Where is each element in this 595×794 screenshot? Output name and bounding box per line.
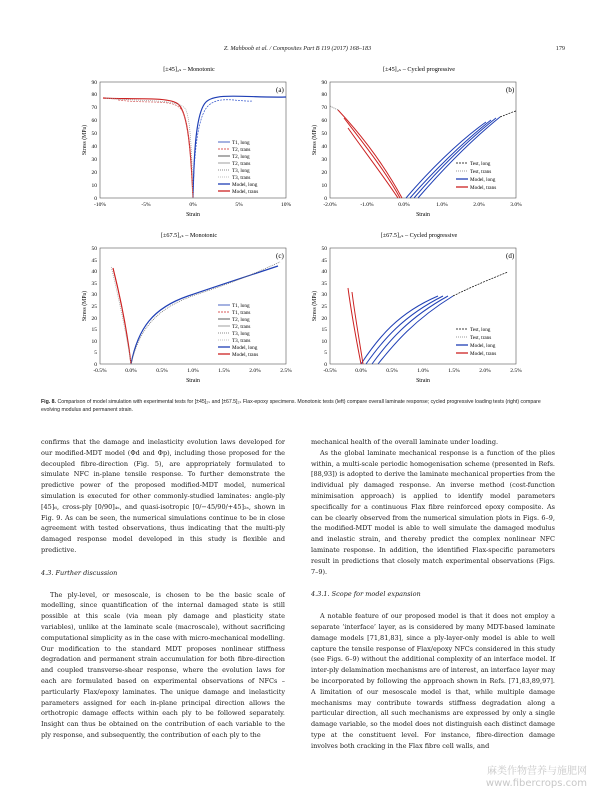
- tick-label: 60: [321, 118, 327, 124]
- legend-entry: T2, trans: [232, 147, 251, 153]
- legend-entry: Model, long: [232, 182, 258, 188]
- y-ticks: [322, 80, 328, 202]
- y-ticks: [92, 246, 98, 368]
- tick-label: 0.5%: [386, 368, 398, 374]
- tick-label: 50: [321, 246, 327, 252]
- watermark: [486, 766, 587, 790]
- model-trans-cycles: [348, 288, 363, 364]
- tick-label: 30: [91, 157, 97, 163]
- y-axis-label: Stress (MPa): [312, 124, 318, 156]
- figure-panel-a: [78, 62, 300, 222]
- left-column: [41, 437, 285, 741]
- tick-label: 15: [321, 327, 327, 333]
- legend-entry: T2, trans: [232, 161, 251, 167]
- journal-citation: Z. Mahboob et al. / Composites Part B 119 (2017) 168–183: [223, 45, 372, 52]
- figure-caption: [41, 398, 556, 414]
- tick-label: 5: [324, 350, 327, 356]
- legend-entry: Model, long: [470, 177, 496, 183]
- legend-entry: T2, trans: [232, 324, 251, 330]
- x-axis-label: Strain: [186, 378, 200, 384]
- legend-entry: Model, trans: [232, 189, 259, 195]
- legend-entry: T1, trans: [232, 310, 251, 316]
- tick-label: 2.0%: [249, 368, 261, 374]
- chart-title: [±67.5]₂ₛ – Monotonic: [160, 232, 218, 239]
- tick-label: 90: [91, 80, 97, 86]
- legend-entry: T2, long: [232, 317, 250, 323]
- legend-entry: T2, long: [232, 154, 250, 160]
- tick-label: 0: [94, 196, 97, 202]
- tick-label: 40: [91, 269, 97, 275]
- tick-label: 30: [321, 157, 327, 163]
- tick-label: 40: [91, 144, 97, 150]
- y-axis-label: Stress (MPa): [82, 124, 88, 156]
- tick-label: -1.0%: [360, 202, 374, 208]
- section-heading: 4.3. Further discussion: [41, 568, 118, 577]
- chart-a: [78, 62, 300, 222]
- tick-label: 0: [324, 196, 327, 202]
- tick-label: 0.0%: [125, 368, 137, 374]
- paragraph: confirms that the damage and inelasticity evolution laws developed for our modified-MDT model (Φd and Φp), including those proposed for the decoupled fibre-direction (Fig. 5), are appropriately formulated to simulate NFC in-plane tensile response. To further demonstrate the predictive power of the proposed modified-MDT model, numerical simulation is executed for other commonly-studied laminates: angle-ply [45]₆, cross-ply [0/90]₄ₛ, and quasi-isotropic [0/−45/90/+45]₂ₛ, shown in Fig. 9. As can be seen, the numerical simulations continue to be in close agreement with tested observations, thus indicating that the multi-ply damaged response model developed in this study is flexible and predictive.: [41, 438, 285, 554]
- chart-b: [308, 62, 530, 222]
- tick-label: 2.0%: [473, 202, 485, 208]
- tick-label: 30: [321, 292, 327, 298]
- tick-label: 10: [91, 339, 97, 345]
- tick-label: -0.5%: [323, 368, 337, 374]
- model-trans-cycles: [338, 110, 402, 198]
- y-ticks: [92, 80, 98, 202]
- caption-text: Comparison of model simulation with experimental tests for [±45]₂ₛ and [±67.5]₂ₛ Flax-epoxy specimens. Monotonic tests (left) compare overall laminate response; cycled progressive loading tests (right) compare evolving modulus and permanent strain.: [41, 399, 541, 413]
- paragraph: mechanical health of the overall laminate under loading.: [311, 438, 499, 446]
- watermark-url: www.fibercrops.com: [485, 778, 587, 789]
- legend-entry: Test, trans: [470, 169, 492, 175]
- legend-entry: T1, long: [232, 303, 250, 309]
- tick-label: 1.0%: [417, 368, 429, 374]
- legend: [218, 303, 258, 358]
- chart-title: [±45]₂ₛ – Cycled progressive: [383, 66, 455, 73]
- tick-label: 80: [321, 92, 327, 98]
- paragraph: The ply-level, or mesoscale, is chosen to be the basic scale of modelling, since quantification of the internal damaged state is still possible at this scale (via mean ply damage and plasticity state variables), unlike at the laminate scale (macroscale), without sacrificing computational simplicity as in the case with micro-mechanical modelling. Our modification to the standard MDT proposes nonlinear stiffness degradation and permanent strain accumulation for both fibre-direction and coupled transverse-shear response, where the evolution laws for each are formulated based on experimental observations of NFCs – particularly Flax/epoxy laminates. The unique damage and inelasticity parameters assigned for each in-plane principal direction allows the orthotropic damage effects within each ply to be followed separately. Insight can thus be obtained on the contribution of each variable to the ply response, and subsequently, the contribution of each ply to the: [41, 590, 285, 739]
- x-axis-label: Strain: [416, 378, 430, 384]
- tick-label: 0.0%: [398, 202, 410, 208]
- legend-entry: T3, trans: [232, 338, 251, 344]
- page-number: 179: [555, 45, 565, 52]
- tick-label: -0.5%: [93, 368, 107, 374]
- paragraph: A notable feature of our proposed model is that it does not employ a separate ‘interface’ layer, as is considered by many MDT-based laminate damage models [71,81,83], since a ply-layer-only model is able to well capture the tensile response of Flax/epoxy NFCs considered in this study (see Figs. 6–9) without the additional complexity of an interface model. If inter-ply delamination mechanisms are of interest, an interface layer may be incorporated by following the approach shown in Refs. [71,83,89,97]. A limitation of our mesoscale model is that, while multiple damage mechanisms may contribute towards stiffness degradation along a particular direction, all such mechanisms are expressed by only a single damage variable, so the model does not distinguish each distinct damage type at the constituent level. For instance, fibre-direction damage involves both cracking in the Flax fibre cell walls, and: [311, 612, 555, 750]
- paragraph: As the global laminate mechanical response is a function of the plies within, a multi-scale periodic homogenisation scheme (presented in Refs. [88,93]) is adopted to derive the laminate mechanical properties from the individual ply damaged response. An inverse method (cost-function minimisation approach) is applied to identify model parameters specifically for a continuous Flax fibre reinforced epoxy composite. As can be clearly observed from the numerical simulation plots in Figs. 6–9, the modified-MDT model is able to well simulate the damaged modulus and inelastic strain, and thereby predict the complex nonlinear NFC laminate response. In addition, the identified Flax-specific parameters result in predictions that closely match experimental observations (Figs. 7–9).: [311, 448, 555, 576]
- y-axis-label: Stress (MPa): [312, 290, 318, 322]
- tick-label: 1.5%: [218, 368, 230, 374]
- caption-label: Fig. 8.: [41, 399, 56, 405]
- tick-label: 90: [321, 80, 327, 86]
- x-ticks: [94, 202, 291, 208]
- tick-label: 20: [321, 170, 327, 176]
- test-long-curve: [500, 111, 516, 117]
- tick-label: 2.5%: [280, 368, 292, 374]
- right-column: [311, 437, 555, 752]
- tick-label: 30: [91, 292, 97, 298]
- tick-label: 0.0%: [355, 368, 367, 374]
- tick-label: 10: [321, 183, 327, 189]
- panel-letter: (c): [276, 252, 284, 260]
- tick-label: 2.0%: [479, 368, 491, 374]
- subsection-heading: 4.3.1. Scope for model expansion: [311, 590, 421, 599]
- legend: [456, 327, 496, 357]
- legend-entry: Test, long: [470, 161, 491, 167]
- tick-label: 50: [321, 131, 327, 137]
- tick-label: 70: [91, 105, 97, 111]
- tick-label: 0%: [189, 202, 197, 208]
- x-axis-label: Strain: [186, 212, 200, 218]
- tick-label: 10%: [280, 202, 292, 208]
- legend-entry: T3, trans: [232, 175, 251, 181]
- legend-entry: T3, long: [232, 168, 250, 174]
- tick-label: 0: [324, 362, 327, 368]
- tick-label: 80: [91, 92, 97, 98]
- tick-label: 1.5%: [448, 368, 460, 374]
- tick-label: 70: [321, 105, 327, 111]
- tick-label: 1.0%: [187, 368, 199, 374]
- x-ticks: [93, 368, 292, 374]
- tick-label: 20: [91, 170, 97, 176]
- tick-label: 5: [94, 350, 97, 356]
- legend-entry: Model, long: [232, 345, 258, 351]
- tick-label: 5%: [235, 202, 243, 208]
- tick-label: 15: [91, 327, 97, 333]
- legend-entry: Test, trans: [470, 335, 492, 341]
- tick-label: 25: [321, 304, 327, 310]
- panel-letter: (b): [506, 86, 515, 94]
- legend-entry: Test, long: [470, 327, 491, 333]
- tick-label: -5%: [141, 202, 151, 208]
- y-ticks: [322, 246, 328, 368]
- legend-entry: Model, trans: [232, 352, 259, 358]
- model-long-cycles: [361, 296, 453, 364]
- x-ticks: [323, 368, 522, 374]
- tick-label: 50: [91, 246, 97, 252]
- tick-label: 50: [91, 131, 97, 137]
- legend-entry: T1, long: [232, 140, 250, 146]
- model-trans-curve: [103, 98, 193, 198]
- tick-label: 25: [91, 304, 97, 310]
- tick-label: 10: [91, 183, 97, 189]
- tick-label: 35: [321, 281, 327, 287]
- test-long-curve: [453, 272, 508, 296]
- panel-letter: (a): [276, 86, 284, 94]
- tick-label: 45: [321, 258, 327, 264]
- tick-label: 20: [91, 316, 97, 322]
- panel-letter: (d): [506, 252, 515, 260]
- tick-label: 2.5%: [510, 368, 522, 374]
- tick-label: 20: [321, 316, 327, 322]
- tick-label: 0: [94, 362, 97, 368]
- running-header: [0, 45, 595, 57]
- tick-label: 35: [91, 281, 97, 287]
- y-axis-label: Stress (MPa): [82, 290, 88, 322]
- figure-panel-d: [308, 228, 530, 388]
- test-trans-curve: [330, 106, 338, 110]
- legend-entry: Model, trans: [470, 351, 497, 357]
- tick-label: 60: [91, 118, 97, 124]
- tick-label: 1.0%: [436, 202, 448, 208]
- watermark-line: 麻类作物营养与施肥网: [487, 766, 587, 777]
- chart-d: [308, 228, 530, 388]
- legend-entry: Model, long: [470, 343, 496, 349]
- tick-label: -2.0%: [323, 202, 337, 208]
- tick-label: -10%: [94, 202, 106, 208]
- legend-entry: T3, long: [232, 331, 250, 337]
- legend: [218, 140, 258, 195]
- chart-title: [±67.5]₂ₛ – Cycled progressive: [380, 232, 458, 239]
- x-axis-label: Strain: [416, 212, 430, 218]
- tick-label: 45: [91, 258, 97, 264]
- figure-panel-c: [78, 228, 300, 388]
- chart-c: [78, 228, 300, 388]
- chart-title: [±45]₂ₛ – Monotonic: [163, 66, 215, 73]
- legend: [456, 161, 496, 191]
- tick-label: 10: [321, 339, 327, 345]
- tick-label: 3.0%: [510, 202, 522, 208]
- tick-label: 40: [321, 269, 327, 275]
- figure-panel-b: [308, 62, 530, 222]
- legend-entry: Model, trans: [470, 185, 497, 191]
- tick-label: 40: [321, 144, 327, 150]
- tick-label: 0.5%: [156, 368, 168, 374]
- x-ticks: [323, 202, 522, 208]
